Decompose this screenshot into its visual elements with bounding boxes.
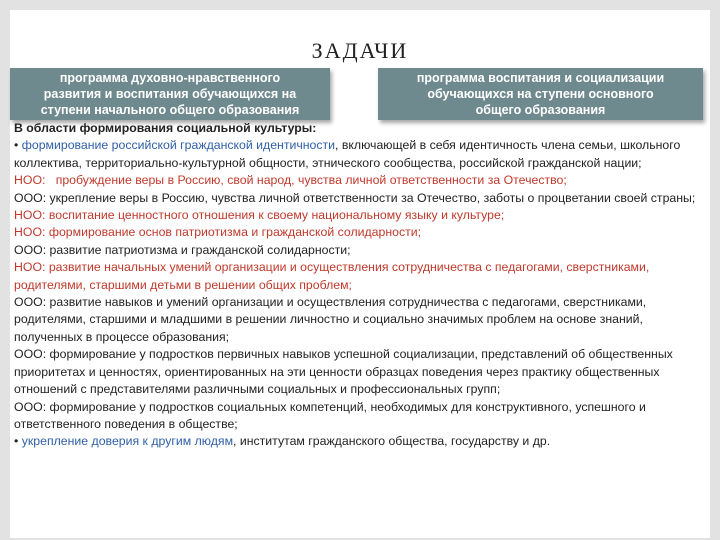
box-left-line-2: развития и воспитания обучающихся на [43,87,297,101]
section-heading: В области формирования социальной культуры: [14,121,317,135]
paragraph-noo-faith [14,172,714,189]
tasks-content [14,120,714,451]
bullet: • [14,434,22,449]
paragraph-noo-patriotism: НОО: формирование основ патриотизма и гражданской солидарности; [14,225,422,240]
box-right-line-2: обучающихся на ступени основного [427,87,654,101]
box-left-line-1: программа духовно-нравственного [59,71,281,85]
box-left-line-3: ступени начального общего образования [40,103,300,117]
program-box-primary [10,68,330,120]
box-right-line-1: программа воспитания и социализации [416,71,665,85]
paragraph-trust [14,433,714,450]
paragraph-noo-language: НОО: воспитание ценностного отношения к своему национальному языку и культуре; [14,208,505,223]
identity-link[interactable]: формирование российской гражданской идентичности [21,138,336,153]
paragraph-text: , включающей в себя идентичность члена семьи, школьного коллектива, территориально-культурной общности, этнического сообщества, российской гражданской нации; [14,138,681,170]
bullet: • [14,138,22,153]
paragraph-ooo-cooperation: ООО: развитие навыков и умений организации и осуществления сотрудничества с педагогами, сверстниками, родителями, старшими и младшими в решении личностно и социально значимых проблем на основе знаний, полученных в процессе образования; [14,295,647,344]
paragraph-ooo-socialization: ООО: формирование у подростков первичных навыков успешной социализации, представлений об общественных приоритетах и ценностях, ориентированных на эти ценности образцах поведения через практику общественных отношений с представителями различными социальных и профессиональных групп; [14,347,673,397]
box-right-line-3: общего образования [475,103,606,117]
slide-title: ЗАДАЧИ [311,38,409,63]
trust-link[interactable]: укрепление доверия к другим людям [21,434,234,449]
paragraph-ooo-competencies: ООО: формирование у подростков социальных компетенций, необходимых для конструктивного, успешного и ответственного поведения в обществе; [14,399,646,431]
paragraph-text: пробуждение веры в Россию, свой народ, чувства личной ответственности за Отечество; [55,173,567,188]
paragraph-ooo-faith: ООО: укрепление веры в Россию, чувства личной ответственности за Отечество, заботы о процветании своей страны; [14,190,696,205]
program-box-basic [378,68,703,120]
paragraph-identity [14,137,714,172]
paragraph-ooo-patriotism: ООО: развитие патриотизма и гражданской солидарности; [14,242,351,257]
paragraph-text: , институтам гражданского общества, государству и др. [233,434,551,449]
paragraph-noo-cooperation: НОО: развитие начальных умений организации и осуществления сотрудничества с педагогами, сверстниками, родителями, старшими детьми в решении общих проблем; [14,260,650,292]
paragraph-prefix: НОО: [14,173,49,188]
